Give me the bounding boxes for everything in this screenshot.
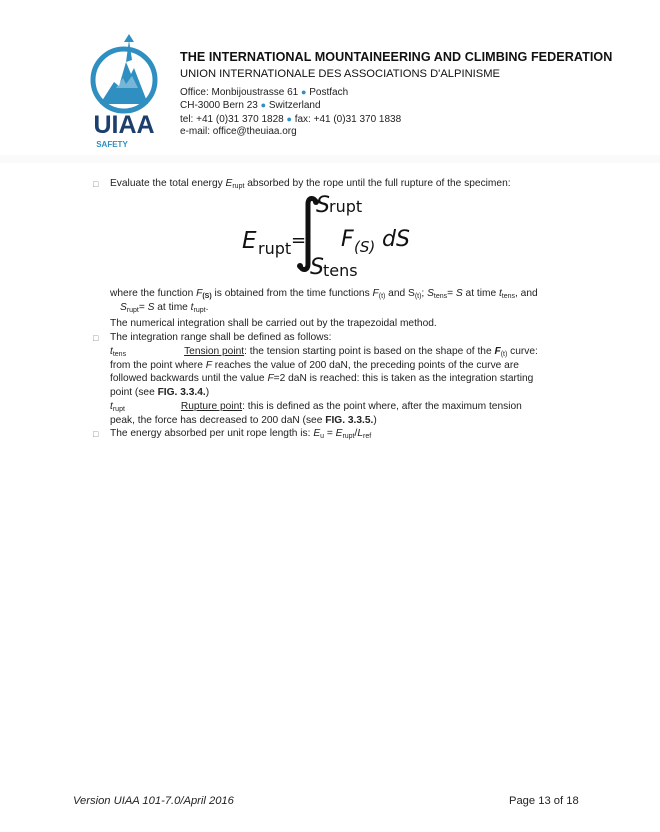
subscript: rupt	[126, 307, 139, 314]
text: : the tension starting point is based on the shape of the	[244, 346, 495, 357]
subscript: u	[320, 433, 325, 440]
subscript: (S)	[202, 293, 212, 300]
text: ;	[421, 288, 428, 299]
subscript: tens	[501, 293, 516, 300]
formula-equals: =	[291, 230, 307, 251]
formula-lower-sub: tens	[323, 261, 358, 280]
symbol: F	[494, 346, 501, 357]
text: Evaluate the total energy	[110, 178, 226, 189]
office-street: Office: Monbijoustrasse 61	[180, 87, 299, 98]
tension-line-1	[110, 345, 584, 359]
text: /	[354, 428, 358, 439]
formula-lhs: E	[242, 228, 257, 254]
text: , and	[515, 288, 538, 299]
symbol: S	[427, 288, 434, 299]
text: )	[205, 386, 210, 398]
text: where the function	[110, 288, 197, 299]
office-address	[180, 86, 620, 99]
country: Switzerland	[268, 100, 321, 112]
bullet-icon: □	[93, 333, 99, 343]
formula-upper: S	[316, 193, 330, 218]
text: at time	[154, 302, 191, 313]
logo-text: UIAA	[93, 111, 155, 139]
text: reaches the value of 200 daN, the preceding points of the curve are	[211, 359, 519, 371]
footer-page-number: Page 13 of 18	[509, 795, 579, 807]
figure-ref: FIG. 3.3.5.	[325, 414, 374, 426]
text: at time	[462, 288, 499, 299]
symbol: t	[110, 346, 113, 357]
letterhead	[180, 50, 620, 138]
tension-line-4	[110, 386, 584, 400]
rupture-line-2	[110, 414, 584, 428]
paragraph-trapezoidal: The numerical integration shall be carried out by the trapezoidal method.	[110, 318, 437, 329]
symbol: E	[313, 428, 321, 439]
city-line	[180, 99, 620, 112]
subscript: tens	[433, 293, 448, 300]
text: =	[138, 302, 148, 313]
rupture-line-1	[110, 400, 584, 414]
bullet-icon: □	[93, 429, 99, 439]
text: is obtained from the time functions	[211, 288, 373, 299]
symbol: E	[335, 428, 343, 439]
bullet-icon: □	[93, 179, 99, 189]
bullet-dot-icon: ●	[260, 100, 267, 111]
symbol: F	[196, 288, 203, 299]
definition-rupture-point	[110, 400, 584, 427]
symbol: L	[357, 428, 364, 439]
symbol: t	[110, 401, 113, 412]
text: curve:	[507, 346, 538, 357]
symbol: S	[120, 302, 127, 313]
telephone: tel: +41 (0)31 370 1828	[180, 113, 284, 125]
integral-formula	[236, 188, 436, 280]
paragraph-energy-per-length	[110, 427, 584, 441]
footer-version: Version UIAA 101-7.0/April 2016	[73, 795, 234, 807]
mountain-logo-icon	[86, 32, 166, 150]
text: )	[373, 414, 377, 426]
logo-tag: SAFETY	[96, 140, 128, 149]
subscript: ref	[363, 433, 372, 440]
subscript: tens	[112, 351, 127, 358]
subscript: rupt	[232, 183, 245, 190]
symbol: F	[205, 359, 212, 371]
formula-lhs-sub: rupt	[258, 239, 292, 258]
text: =	[447, 288, 456, 299]
symbol: S	[455, 288, 463, 299]
bullet-dot-icon: ●	[286, 113, 292, 124]
figure-ref: FIG. 3.3.4.	[157, 386, 206, 398]
phone-line	[180, 113, 620, 126]
paragraph-where-function-cont	[120, 301, 594, 315]
subscript: rupt	[112, 406, 125, 413]
text: =2 daN is reached: this is taken as the integration starting	[273, 373, 534, 384]
text: peak, the force has decreased to 200 daN (see	[110, 414, 326, 426]
subscript: (t)	[500, 351, 508, 358]
term-label: Tension point	[184, 346, 245, 357]
symbol: F	[267, 373, 274, 384]
text: The energy absorbed per unit rope length is:	[110, 428, 314, 439]
formula-lower: S	[310, 255, 324, 280]
formula-integrand: F	[341, 227, 354, 252]
term-label: Rupture point	[180, 401, 243, 412]
symbol: E	[225, 178, 233, 189]
text: point (see	[110, 386, 158, 398]
subscript: (t)	[378, 293, 386, 300]
email: e-mail: office@theuiaa.org	[180, 125, 297, 137]
subscript: rupt	[342, 433, 355, 440]
tension-line-3	[110, 372, 584, 386]
text: .	[205, 302, 209, 313]
paragraph-where-function	[110, 287, 584, 301]
bullet-dot-icon: ●	[301, 87, 307, 97]
uiaa-logo	[86, 32, 166, 150]
symbol: S	[147, 302, 155, 313]
org-name: THE INTERNATIONAL MOUNTAINEERING AND CLIMBING FEDERATION	[180, 50, 613, 64]
city: CH-3000 Bern 23	[180, 100, 258, 112]
definition-tension-point	[110, 345, 584, 399]
formula-integrand-sub: (S)	[354, 238, 376, 256]
formula-diff: dS	[382, 227, 410, 252]
energy-formula	[236, 188, 436, 280]
symbol: F	[372, 288, 379, 299]
text: from the point where	[110, 359, 206, 371]
tension-line-2	[110, 359, 584, 373]
header-divider	[0, 155, 660, 163]
paragraph-integration-range: The integration range shall be defined as follows:	[110, 332, 332, 343]
text: : this is defined as the point where, after the maximum tension	[242, 401, 522, 412]
org-name-fr: UNION INTERNATIONALE DES ASSOCIATIONS D'ALPINISME	[180, 68, 500, 80]
text: =	[324, 428, 336, 439]
text: followed backwards until the value	[110, 373, 268, 384]
symbol: t	[498, 288, 502, 299]
text: absorbed by the rope until the full rupture of the specimen:	[244, 178, 511, 189]
formula-upper-sub: rupt	[329, 197, 363, 216]
subscript: rupt	[193, 307, 206, 314]
fax: fax: +41 (0)31 370 1838	[294, 113, 402, 125]
text: and S	[385, 288, 415, 299]
symbol: t	[190, 302, 194, 313]
subscript: (t)	[414, 293, 422, 300]
office-postfach: Postfach	[309, 87, 349, 98]
